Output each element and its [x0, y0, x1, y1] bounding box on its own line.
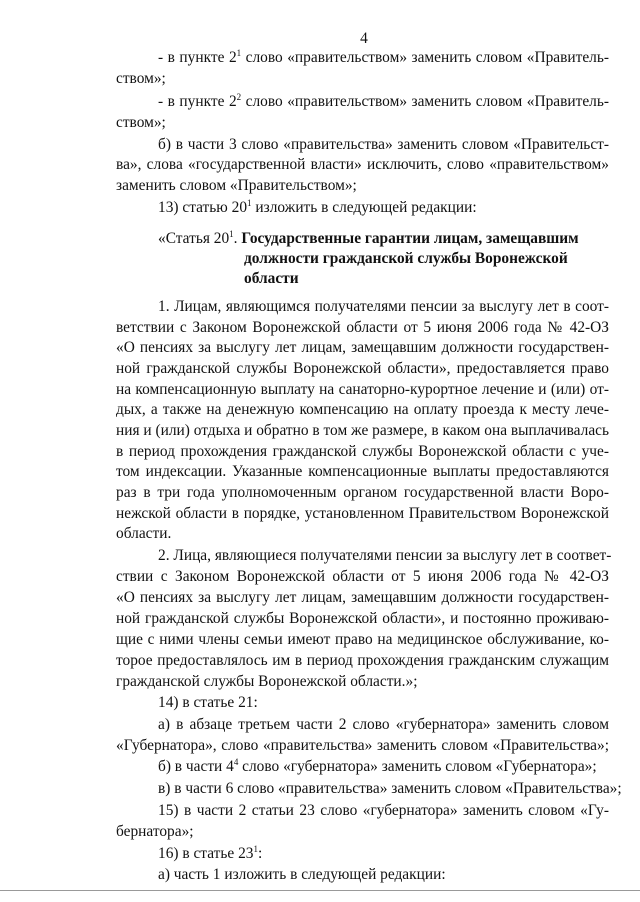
page-bottom-rule — [0, 890, 640, 891]
text-line: в период прохождения гражданской службы Воронежской области с уче- — [116, 443, 609, 460]
text-line: 15) в части 2 статьи 23 слово «губернатора» заменить словом «Гу- — [158, 802, 609, 819]
article-heading: «Статья $20^1$. Государственные гарантии лицам, замещавшим — [158, 228, 579, 247]
text-line: 16) в статье $23^1$: — [158, 843, 263, 862]
text-line: - в пункте $2^2$ слово «правительством» заменить словом «Правитель- — [158, 91, 609, 110]
text-line: «О пенсиях за выслугу лет лицам, замещавшим должности государствен- — [116, 589, 609, 606]
text-line: «Губернатора», слово «правительства» заменить словом «Правительства»; — [116, 737, 609, 754]
text-line: ством»; — [116, 70, 166, 87]
text-line: нежской области в порядке, установленном Правительством Воронежской — [116, 505, 609, 522]
text-line: заменить словом «Правительством»; — [116, 177, 357, 194]
text-line: 13) статью $20^1$ изложить в следующей редакции: — [158, 197, 477, 216]
text-line: ния и (или) отдыха и обратно в том же размере, в каком она выплачивалась — [116, 422, 609, 439]
text-line: гражданской службы Воронежской области.»; — [116, 673, 418, 690]
text-line: ной гражданской службы Воронежской области», и постоянно проживаю- — [116, 610, 609, 627]
text-line: б) в части $4^4$ слово «губернатора» заменить словом «Губернатора»; — [158, 756, 597, 775]
text-line: том индексации. Указанные компенсационные выплаты предоставляются — [116, 463, 609, 480]
text-line: щие с ними члены семьи имеют право на медицинское обслуживание, ко- — [116, 631, 609, 648]
text-line: торое предоставлялось им в период прохождения гражданским служащим — [116, 652, 609, 669]
text-line: на компенсационную выплату на санаторно-курортное лечение и (или) от- — [116, 381, 609, 398]
text-line: раз в три года уполномоченным органом государственной власти Воро- — [116, 484, 609, 501]
text-line: ствии с Законом Воронежской области от 5 июня 2006 года № 42-ОЗ — [116, 568, 609, 585]
text-line: дых, а также на денежную компенсацию на оплату проезда к месту лече- — [116, 401, 609, 418]
text-line: в) в части 6 слово «правительства» заменить словом «Правительства»; — [158, 780, 622, 797]
text-line: бернатора»; — [116, 823, 194, 840]
text-line: б) в части 3 слово «правительства» заменить словом «Правительст- — [158, 136, 609, 153]
text-line: а) часть 1 изложить в следующей редакции: — [158, 866, 446, 883]
text-line: а) в абзаце третьем части 2 слово «губернатора» заменить словом — [158, 716, 609, 733]
article-heading-cont: должности гражданской службы Воронежской — [244, 250, 568, 267]
text-line: ветствии с Законом Воронежской области от 5 июня 2006 года № 42-ОЗ — [116, 319, 609, 336]
text-line: ной гражданской службы Воронежской области», предоставляется право — [116, 360, 609, 377]
article-heading-cont: области — [244, 270, 299, 287]
text-line: 14) в статье 21: — [158, 694, 258, 711]
text-line: - в пункте $2^1$ слово «правительством» заменить словом «Правитель- — [158, 47, 609, 66]
text-line: ством»; — [116, 114, 166, 131]
text-line: ва», слова «государственной власти» исключить, слово «правительством» — [116, 156, 609, 173]
text-line: 2. Лица, являющиеся получателями пенсии за выслугу лет в соответ- — [158, 547, 612, 564]
text-line: 1. Лицам, являющимся получателями пенсии за выслугу лет в соот- — [158, 298, 609, 315]
text-line: «О пенсиях за выслугу лет лицам, замещавшим должности государствен- — [116, 339, 609, 356]
page-number: 4 — [360, 30, 368, 47]
text-line: области. — [116, 525, 172, 542]
